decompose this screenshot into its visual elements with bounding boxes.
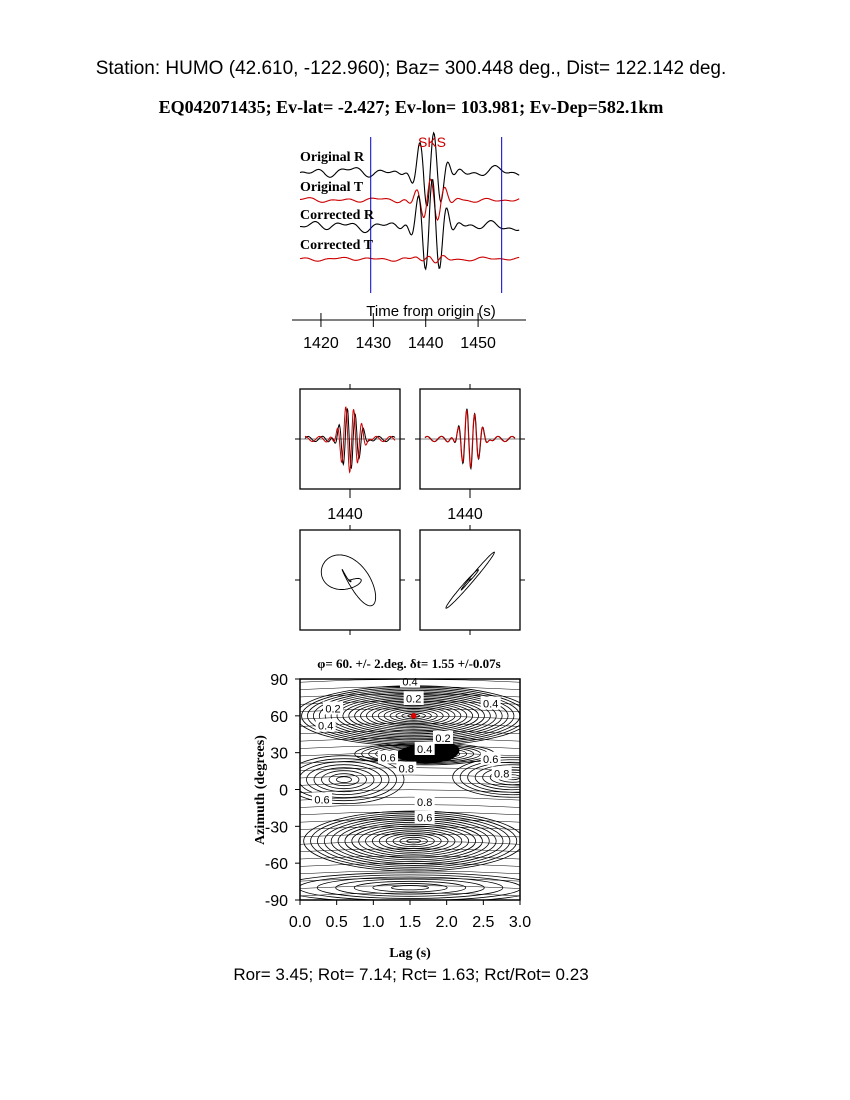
contour-left [337, 777, 352, 783]
contour-bottom [373, 883, 447, 892]
contour-right [453, 757, 573, 797]
contour-label: 0.6 [483, 753, 499, 766]
contour-label: 0.6 [380, 752, 396, 765]
azimuth-tick-label: -90 [264, 893, 288, 910]
event-info: EQ042071435; Ev-lat= -2.427; Ev-lon= 103.981; Ev-Dep=582.1km [158, 97, 664, 117]
azimuth-tick-label: 30 [270, 745, 288, 763]
trace-label-corrected-r: Corrected R [300, 208, 374, 223]
time-tick-label: 1430 [355, 335, 392, 352]
azimuth-tick-label: 0 [279, 782, 288, 800]
lag-tick-label: 0.0 [288, 914, 312, 931]
contour-ylabel: Azimuth (degrees) [253, 735, 268, 845]
corrected-t-trace [300, 256, 519, 263]
particle-motion-path [321, 555, 375, 606]
contour-right [468, 762, 558, 792]
contour-label: 0.4 [318, 720, 334, 733]
contour-right [475, 765, 550, 790]
contour-bottom [317, 877, 503, 898]
contour-label: 0.2 [325, 703, 341, 716]
energy-ratios: Ror= 3.45; Rot= 7.14; Rct= 1.63; Rct/Rot= 0.23 [233, 965, 589, 984]
azimuth-tick-label: -60 [264, 856, 288, 874]
particle-motion-path [446, 552, 495, 608]
time-tick-label: 1450 [460, 335, 496, 352]
contour-label: 0.8 [494, 768, 510, 781]
time-axis-label: Time from origin (s) [366, 303, 496, 320]
trace-label-corrected-t: Corrected T [300, 238, 373, 253]
contour-label: 0.4 [483, 698, 499, 711]
time-tick-label: 1420 [303, 335, 339, 352]
fast-component-trace [305, 409, 395, 469]
original-particle-motion-panel [295, 525, 405, 635]
lag-tick-label: 1.5 [398, 914, 422, 931]
contour-label: 0.2 [435, 732, 451, 745]
contour-xlabel: Lag (s) [389, 946, 431, 961]
contour-label: 0.2 [406, 693, 422, 706]
contour-label: 0.8 [417, 796, 433, 809]
azimuth-tick-label: 60 [270, 708, 288, 726]
corrected-particle-motion-panel [415, 525, 525, 635]
lag-tick-label: 2.5 [472, 914, 495, 931]
lag-tick-label: 2.0 [435, 914, 458, 931]
contour-label: 0.8 [398, 763, 414, 776]
contour-title: φ= 60. +/- 2.deg. δt= 1.55 +/-0.07s [317, 656, 501, 671]
contour-bottom [299, 875, 522, 901]
lag-tick-label: 1.0 [362, 914, 385, 931]
contour-label: 0.4 [417, 743, 433, 756]
station-info: Station: HUMO (42.610, -122.960); Baz= 300.448 deg., Dist= 122.142 deg. [95, 58, 727, 79]
comp-left-tick-label: 1440 [327, 506, 363, 523]
trace-label-original-r: Original R [300, 150, 365, 165]
lag-tick-label: 0.5 [325, 914, 348, 931]
original-component-panel [295, 384, 405, 498]
comp-right-tick-label: 1440 [447, 506, 483, 523]
azimuth-tick-label: -30 [264, 819, 288, 837]
contour-bottom [391, 886, 428, 890]
contour-label: 0.6 [314, 794, 330, 807]
best-fit-point [411, 713, 417, 719]
phase-label: SKS [417, 134, 447, 150]
contour-line [300, 804, 520, 807]
azimuth-tick-label: 90 [270, 672, 288, 689]
lag-tick-label: 3.0 [508, 914, 532, 931]
corrected-component-panel [415, 384, 525, 498]
contour-label: 0.6 [417, 812, 433, 825]
contour-label: 0.4 [402, 676, 418, 689]
contour-left [314, 768, 374, 792]
seismogram-panel [292, 133, 526, 352]
time-tick-label: 1440 [407, 335, 444, 352]
trace-label-original-t: Original T [300, 180, 364, 195]
